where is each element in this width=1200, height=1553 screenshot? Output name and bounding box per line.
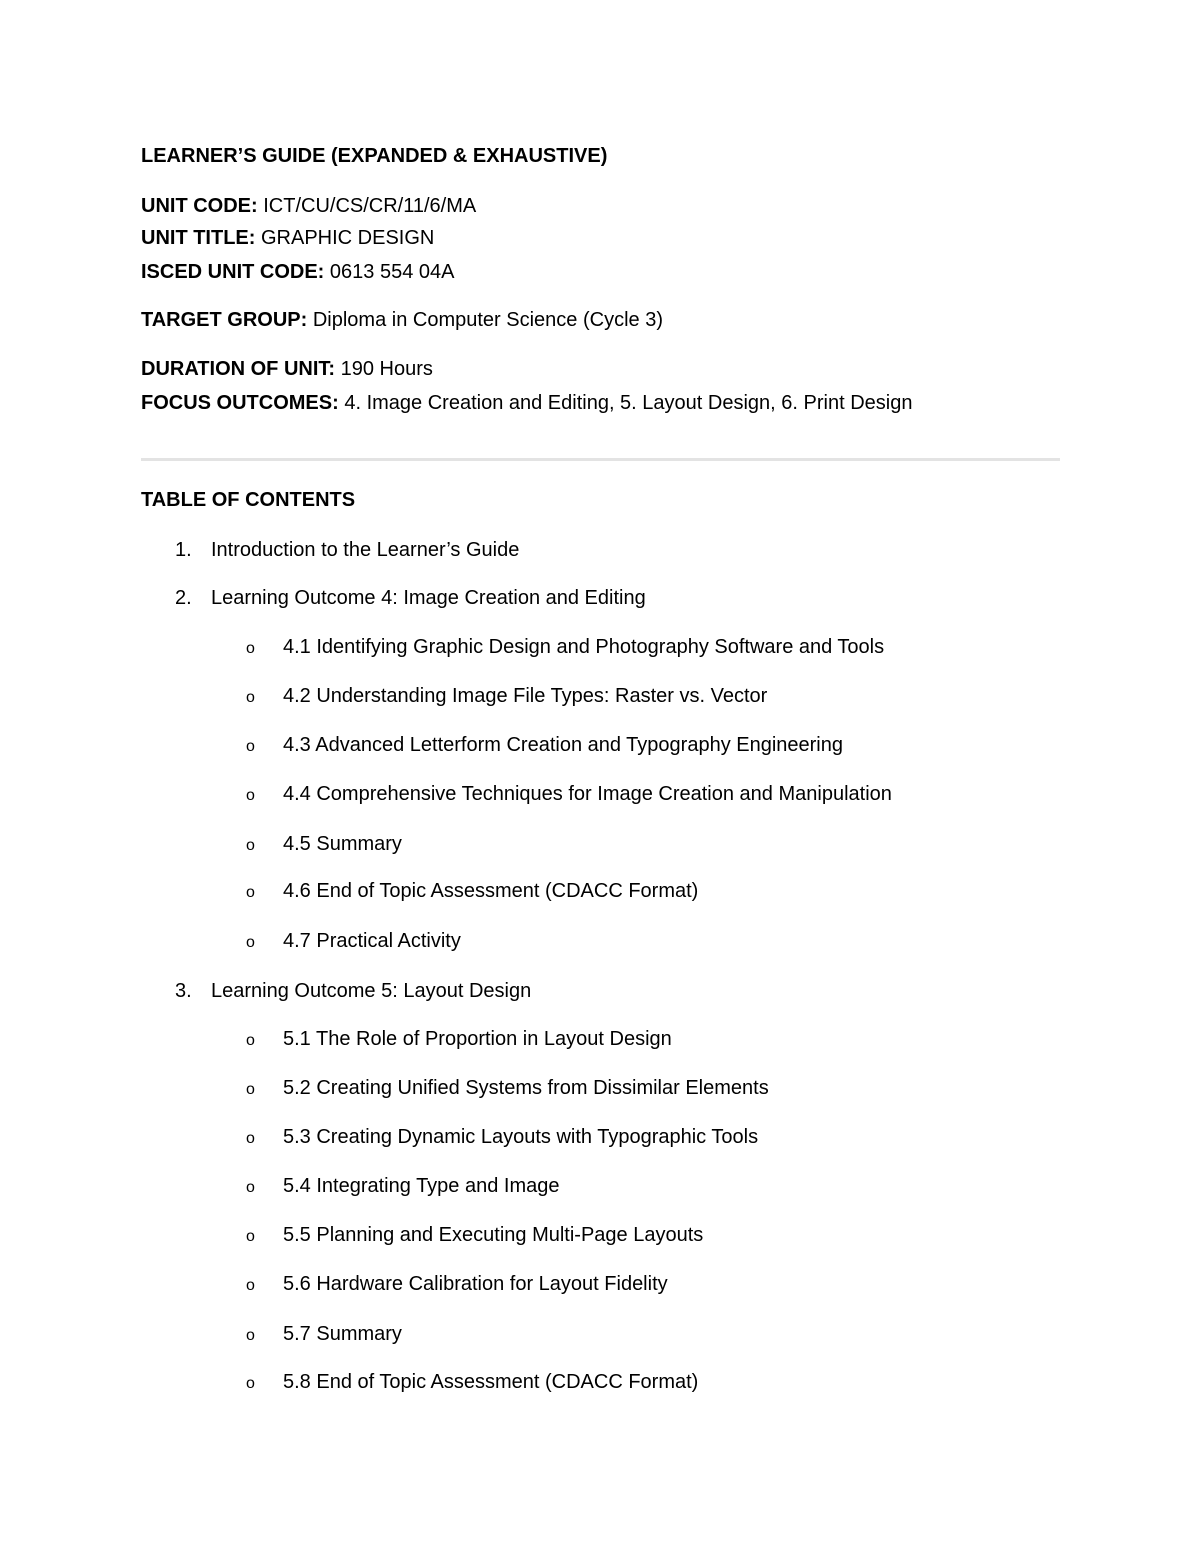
toc-subitem: 4.2 Understanding Image File Types: Raster vs. Vector xyxy=(283,685,768,707)
circle-bullet-icon: o xyxy=(246,1375,255,1392)
unit-title-label: UNIT TITLE: xyxy=(141,227,256,249)
circle-bullet-icon: o xyxy=(246,1081,255,1098)
toc-subitem: 4.6 End of Topic Assessment (CDACC Format) xyxy=(283,880,699,902)
focus-outcomes-line xyxy=(141,390,912,416)
toc-item-introduction: Introduction to the Learner’s Guide xyxy=(211,539,520,561)
toc-subitem: 5.4 Integrating Type and Image xyxy=(283,1175,560,1197)
toc-subitem: 4.4 Comprehensive Techniques for Image Creation and Manipulation xyxy=(283,783,892,805)
target-group-line xyxy=(141,307,663,333)
isced-code-value: 0613 554 04A xyxy=(324,261,455,283)
toc-subitem: 5.1 The Role of Proportion in Layout Design xyxy=(283,1028,672,1050)
circle-bullet-icon: o xyxy=(246,1277,255,1294)
circle-bullet-icon: o xyxy=(246,689,255,706)
toc-item-number: 1. xyxy=(175,539,192,561)
unit-code-line xyxy=(141,193,476,219)
circle-bullet-icon: o xyxy=(246,934,255,951)
toc-subitem: 5.6 Hardware Calibration for Layout Fidelity xyxy=(283,1273,668,1295)
circle-bullet-icon: o xyxy=(246,640,255,657)
circle-bullet-icon: o xyxy=(246,1179,255,1196)
toc-subitem: 5.5 Planning and Executing Multi-Page Layouts xyxy=(283,1224,704,1246)
toc-subitem: 4.1 Identifying Graphic Design and Photography Software and Tools xyxy=(283,636,885,658)
focus-outcomes-label: FOCUS OUTCOMES: xyxy=(141,392,339,414)
circle-bullet-icon: o xyxy=(246,787,255,804)
circle-bullet-icon: o xyxy=(246,1032,255,1049)
circle-bullet-icon: o xyxy=(246,1130,255,1147)
toc-item-number: 3. xyxy=(175,980,192,1002)
toc-item-number: 2. xyxy=(175,587,192,609)
toc-subitem: 4.7 Practical Activity xyxy=(283,930,461,952)
unit-title-value: GRAPHIC DESIGN xyxy=(255,227,435,249)
circle-bullet-icon: o xyxy=(246,884,255,901)
document-title: LEARNER’S GUIDE (EXPANDED & EXHAUSTIVE) xyxy=(141,145,608,167)
toc-subitem: 4.5 Summary xyxy=(283,833,402,855)
circle-bullet-icon: o xyxy=(246,738,255,755)
duration-line xyxy=(141,356,433,382)
toc-item-lo4: Learning Outcome 4: Image Creation and Editing xyxy=(211,587,646,609)
duration-label: DURATION OF UNIT: xyxy=(141,358,336,380)
unit-code-value: ICT/CU/CS/CR/11/6/MA xyxy=(257,195,477,217)
toc-subitem: 5.8 End of Topic Assessment (CDACC Format) xyxy=(283,1371,699,1393)
circle-bullet-icon: o xyxy=(246,837,255,854)
circle-bullet-icon: o xyxy=(246,1327,255,1344)
unit-code-label: UNIT CODE: xyxy=(141,195,258,217)
toc-subitem: 5.2 Creating Unified Systems from Dissimilar Elements xyxy=(283,1077,769,1099)
focus-outcomes-value: 4. Image Creation and Editing, 5. Layout Design, 6. Print Design xyxy=(338,392,913,414)
isced-code-line xyxy=(141,259,454,285)
toc-subitem: 5.3 Creating Dynamic Layouts with Typographic Tools xyxy=(283,1126,759,1148)
toc-heading: TABLE OF CONTENTS xyxy=(141,489,356,511)
target-group-value: Diploma in Computer Science (Cycle 3) xyxy=(307,309,663,331)
target-group-label: TARGET GROUP: xyxy=(141,309,308,331)
isced-code-label: ISCED UNIT CODE: xyxy=(141,261,325,283)
toc-item-lo5: Learning Outcome 5: Layout Design xyxy=(211,980,532,1002)
unit-title-line xyxy=(141,225,434,251)
circle-bullet-icon: o xyxy=(246,1228,255,1245)
toc-subitem: 5.7 Summary xyxy=(283,1323,402,1345)
duration-value: 190 Hours xyxy=(335,358,433,380)
toc-subitem: 4.3 Advanced Letterform Creation and Typography Engineering xyxy=(283,734,843,756)
horizontal-divider xyxy=(141,458,1060,461)
